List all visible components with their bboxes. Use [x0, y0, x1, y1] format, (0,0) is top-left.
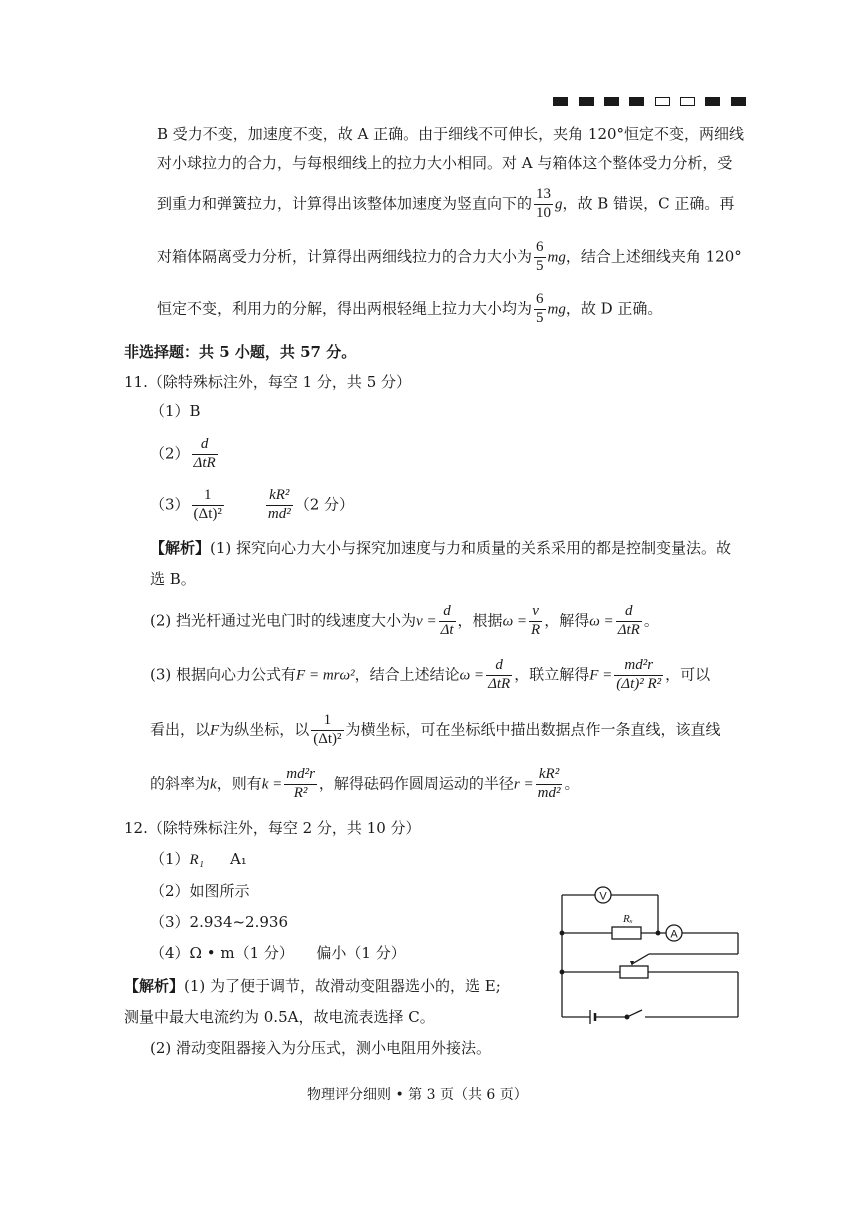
- fraction: $\frac{d}{\text{ΔtR}}$: [193, 436, 216, 471]
- q12-title: 12.（除特殊标注外，每空 2 分，共 10 分）: [124, 819, 421, 837]
- text: ，根据: [457, 611, 503, 630]
- math-var: g: [555, 196, 563, 213]
- math: r =: [513, 776, 534, 793]
- q11-answer-3: [150, 488, 354, 523]
- label: （2）: [150, 444, 190, 463]
- circuit-diagram: [550, 882, 750, 1027]
- fraction: $\frac{d}{\text{ΔtR}}$: [617, 603, 640, 638]
- label: （3）: [150, 495, 190, 514]
- math-var: mg: [547, 301, 566, 318]
- math: k =: [261, 776, 283, 793]
- switch-lever: [627, 1010, 642, 1017]
- q11-explain-1: [150, 541, 731, 556]
- ammeter-label: A: [670, 928, 678, 941]
- q11-explain-4: [150, 713, 721, 748]
- math: v =: [416, 613, 437, 630]
- q12-answer-1: [150, 852, 247, 868]
- text: 。: [643, 611, 659, 630]
- text: (3) 根据向心力公式有: [150, 665, 297, 684]
- fraction: $\frac{13}{10}$: [536, 186, 552, 221]
- q11-answer-2: [150, 437, 220, 472]
- math: R₁: [189, 852, 204, 868]
- para-line: [157, 292, 662, 327]
- math: ω =: [459, 667, 485, 684]
- text: ，解得: [544, 611, 590, 630]
- text: 对箱体隔离受力分析，计算得出两细线拉力的合力大小为: [157, 247, 533, 266]
- text: ，解得砝码作圆周运动的半径: [318, 774, 514, 793]
- q12-answer-4: （4）Ω • m（1 分） 偏小（1 分）: [150, 944, 406, 962]
- score: （2 分）: [294, 495, 355, 514]
- text: 为纵坐标，以: [219, 720, 310, 739]
- rheostat: [620, 966, 648, 978]
- fraction: $\frac{6}{5}$: [536, 291, 544, 326]
- decor-block: [579, 97, 594, 106]
- q11-title: 11.（除特殊标注外，每空 1 分，共 5 分）: [124, 373, 412, 391]
- fraction: $\frac{d}{\Delta t}$: [440, 603, 454, 638]
- para-line: [157, 187, 734, 222]
- explain-label: 【解析】: [150, 539, 211, 557]
- text: ，联立解得: [514, 665, 590, 684]
- voltmeter-label: V: [599, 890, 607, 903]
- math: F = mrω²: [296, 667, 355, 684]
- q11-explain-5: [150, 767, 580, 802]
- text: ，故 B 错误，C 正确。再: [562, 194, 735, 213]
- text: 看出，以: [150, 720, 211, 739]
- para-line: [157, 240, 742, 275]
- math: k: [210, 776, 217, 793]
- q12-explain-1: [124, 979, 501, 994]
- text: 。: [564, 774, 580, 793]
- text: 到重力和弹簧拉力，计算得出该整体加速度为竖直向下的: [157, 194, 533, 213]
- math-var: mg: [547, 249, 566, 266]
- text: 为横坐标，可在坐标纸中描出数据点作一条直线，该直线: [345, 720, 721, 739]
- fraction: $\frac{1}{\text{(Δt)²}}$: [193, 487, 222, 522]
- text: (1) 探究向心力大小与探究加速度与力和质量的关系采用的都是控制变量法。故: [210, 539, 732, 557]
- q11-explain-1b: 选 B。: [150, 570, 196, 588]
- math: ω =: [589, 613, 614, 630]
- label: （1）: [150, 850, 190, 868]
- fraction: $\frac{\text{kR²}}{\text{md²}}$: [267, 487, 291, 522]
- resistor-rx: [612, 927, 641, 939]
- text: (2) 挡光杆通过光电门时的线速度大小为: [150, 611, 417, 630]
- page-footer: 物理评分细则 • 第 3 页（共 6 页）: [307, 1087, 528, 1103]
- text: 的斜率为: [150, 774, 211, 793]
- resistor-label: Rₓ: [623, 913, 633, 925]
- junction: [560, 931, 564, 935]
- fraction: $\frac{1}{\text{(Δt)²}}$: [313, 712, 342, 747]
- q11-answer-1: （1）B: [150, 402, 201, 420]
- decor-block: [629, 97, 644, 106]
- fraction: $\frac{\text{md²r}}{\text{R²}}$: [286, 766, 315, 801]
- fraction: $\frac{v}{R}$: [531, 603, 541, 638]
- decor-block: [604, 97, 619, 106]
- fraction: $\frac{d}{\text{ΔtR}}$: [488, 657, 511, 692]
- wire: [632, 954, 649, 964]
- fraction: $\frac{6}{5}$: [536, 239, 544, 274]
- text: 恒定不变，利用力的分解，得出两根轻绳上拉力大小均为: [157, 299, 533, 318]
- text: ，结合上述细线夹角 120°: [565, 247, 742, 266]
- section-heading: 非选择题：共 5 小题，共 57 分。: [124, 343, 357, 361]
- q12-explain-1b: 测量中最大电流约为 0.5A，故电流表选择 C。: [124, 1008, 435, 1026]
- math: F =: [589, 667, 613, 684]
- decor-block: [553, 97, 568, 106]
- q11-explain-2: [150, 604, 659, 639]
- para-line: 对小球拉力的合力，与每根细线上的拉力大小相同。对 A 与箱体这个整体受力分析，受: [157, 154, 733, 172]
- q12-explain-2: (2) 滑动变阻器接入为分压式，测小电阻用外接法。: [150, 1039, 492, 1057]
- fraction: $\frac{\text{md²r}}{\text{(Δt)² R²}}$: [616, 657, 662, 692]
- decor-block: [680, 97, 695, 106]
- q12-answer-3: （3）2.934~2.936: [150, 913, 288, 931]
- q12-answer-2: （2）如图所示: [150, 882, 250, 900]
- math: ω =: [502, 613, 528, 630]
- decor-block: [655, 97, 670, 106]
- decor-block: [731, 97, 746, 106]
- math: F: [210, 722, 220, 739]
- q11-explain-3: [150, 658, 710, 693]
- text: (1) 为了便于调节，故滑动变阻器选小的，选 E;: [184, 977, 501, 995]
- math: A₁: [229, 850, 247, 868]
- text: ，则有: [216, 774, 262, 793]
- junction: [656, 931, 660, 935]
- text: ，结合上述结论: [354, 665, 460, 684]
- explain-label: 【解析】: [124, 977, 185, 995]
- text: ，故 D 正确。: [565, 299, 663, 318]
- text: ，可以: [665, 665, 711, 684]
- decor-block: [705, 97, 720, 106]
- fraction: $\frac{\text{kR²}}{\text{md²}}$: [537, 766, 561, 801]
- para-line: B 受力不变，加速度不变，故 A 正确。由于细线不可伸长，夹角 120°恒定不变，两细线: [157, 125, 745, 143]
